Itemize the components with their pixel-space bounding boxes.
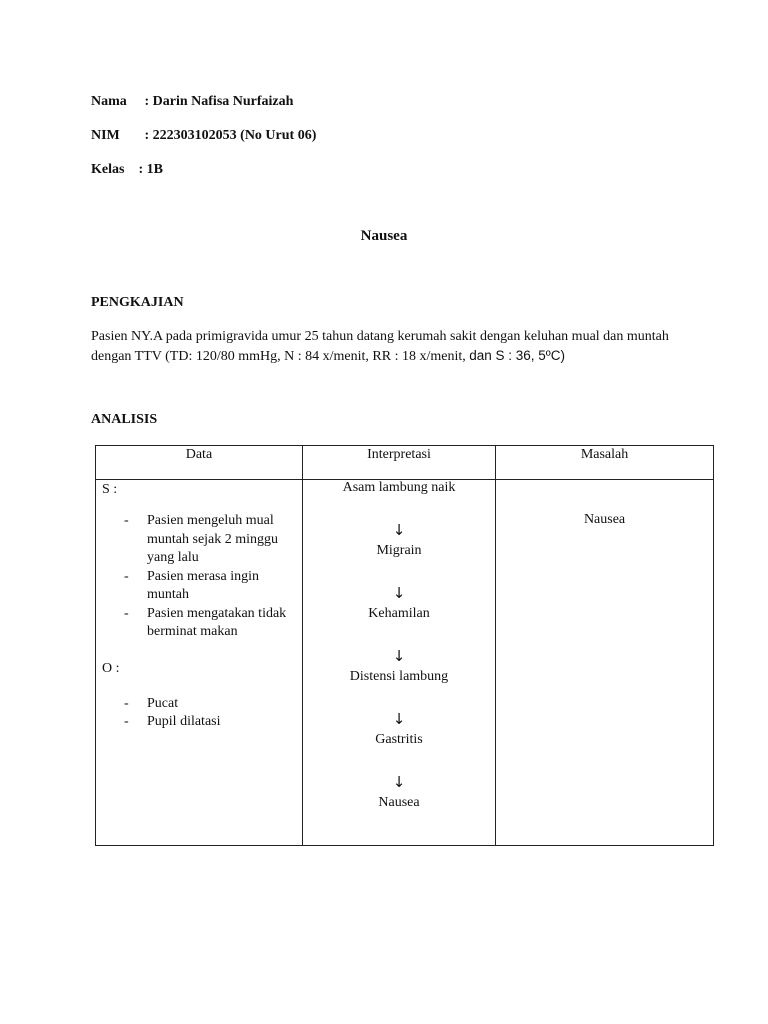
column-header-data: Data: [96, 446, 303, 480]
nim-line: [91, 127, 316, 145]
kelas-value: : 1B: [138, 162, 163, 177]
nama-label: Nama: [91, 94, 127, 109]
list-item: - Pasien mengatakan tidak berminat makan: [102, 605, 292, 642]
nama-line: [91, 93, 293, 111]
interpretasi-cell: [302, 480, 495, 846]
down-arrow-icon: ↓: [392, 583, 406, 602]
subjective-list: [102, 512, 302, 642]
interpretasi-step: Distensi lambung: [349, 669, 449, 684]
down-arrow-icon: ↓: [392, 772, 406, 791]
objective-label: O :: [102, 660, 120, 676]
down-arrow-icon: ↓: [392, 709, 406, 728]
data-cell: [96, 480, 303, 846]
nama-value: : Darin Nafisa Nurfaizah: [144, 94, 294, 109]
list-item: - Pucat: [102, 695, 292, 714]
pengkajian-line-1: Pasien NY.A pada primigravida umur 25 tahun datang kerumah sakit dengan keluhan mual dan muntah: [91, 329, 669, 344]
pengkajian-line-2b: dan S : 36, 5ºC): [469, 348, 565, 363]
down-arrow-icon: ↓: [392, 646, 406, 665]
kelas-label: Kelas: [91, 162, 125, 177]
nim-label: NIM: [91, 128, 120, 143]
nim-value: : 222303102053 (No Urut 06): [144, 128, 317, 143]
masalah-cell: [496, 480, 714, 846]
down-arrow-icon: ↓: [392, 520, 406, 539]
column-header-interpretasi: Interpretasi: [302, 446, 495, 480]
analisis-table-wrap: [95, 445, 714, 845]
list-item: - Pupil dilatasi: [102, 713, 292, 732]
interpretasi-step: Kehamilan: [368, 606, 430, 621]
interpretasi-step: Nausea: [378, 795, 420, 810]
document-title: Nausea: [360, 228, 408, 244]
table-row: [96, 480, 714, 846]
table-header-row: [96, 446, 714, 480]
analisis-table: [95, 445, 714, 846]
objective-list: [102, 695, 302, 732]
interpretasi-step: Gastritis: [375, 732, 423, 747]
pengkajian-heading: PENGKAJIAN: [91, 295, 184, 310]
kelas-line: [91, 161, 163, 179]
column-header-masalah: Masalah: [496, 446, 714, 480]
subjective-label: S :: [102, 482, 118, 497]
analisis-heading: ANALISIS: [91, 412, 158, 427]
list-item: - Pasien mengeluh mual muntah sejak 2 minggu yang lalu: [102, 512, 292, 568]
masalah-value: Nausea: [583, 512, 626, 527]
list-item: - Pasien merasa ingin muntah: [102, 568, 292, 605]
interpretasi-step: Asam lambung naik: [342, 480, 456, 495]
interpretasi-step: Migrain: [376, 543, 422, 558]
pengkajian-paragraph: [91, 327, 691, 366]
pengkajian-line-2: [91, 346, 691, 366]
pengkajian-line-2a: dengan TTV (TD: 120/80 mmHg, N : 84 x/menit, RR : 18 x/menit,: [91, 349, 470, 364]
